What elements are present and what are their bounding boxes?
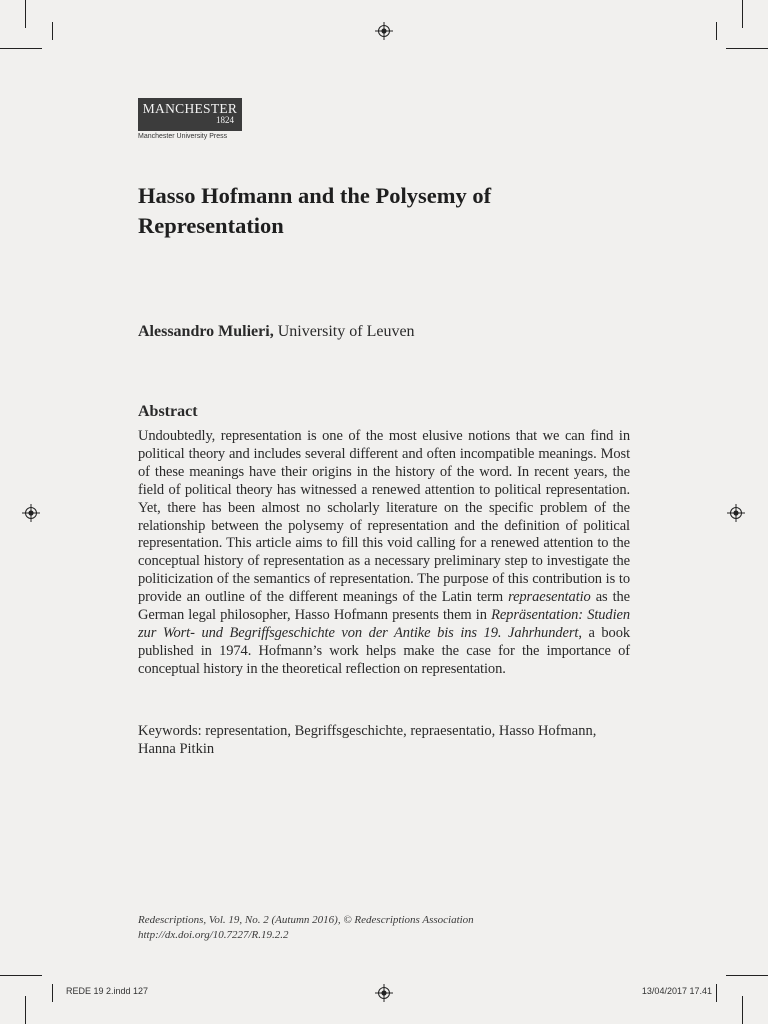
author-line (138, 323, 415, 341)
crop-mark (52, 984, 53, 1002)
abstract-heading: Abstract (138, 403, 198, 420)
publisher-name: Manchester University Press (138, 133, 228, 140)
crop-mark (52, 22, 53, 40)
abstract-text: as the German legal philosopher, Hasso Hofmann presents them in (138, 589, 631, 624)
citation-text: Redescriptions, Vol. 19, No. 2 (Autumn 2016), © Redescriptions Association (138, 914, 474, 926)
logo-name: MANCHESTER (142, 101, 238, 116)
crop-mark (0, 975, 42, 976)
citation-footer (138, 913, 598, 943)
crop-mark (25, 0, 26, 28)
crop-mark (742, 0, 743, 28)
crop-mark (716, 22, 717, 40)
abstract-text: Undoubtedly, representation is one of the most elusive notions that we can find in political theory and includes several different and often incompatible meanings. Most of these meanings have their origins in the history of the word. In recent years, the field of political theory has witnessed a renewed attention to political representation. Yet, there has been almost no scholarly literature on the specific problem of the relationship between the polysemy of representation and the definition of political representation. This article aims to fill this void calling for a renewed attention to the conceptual history of representation as a necessary preliminary step to investigate the politicization of the semantics of representation. The purpose of this contribution is to provide an outline of the different meanings of the Latin term (138, 428, 630, 606)
crop-mark (25, 996, 26, 1024)
crop-mark (0, 48, 42, 49)
keywords: Keywords: representation, Begriffsgeschichte, repraesentatio, Hasso Hofmann, Hanna Pitkin (138, 723, 597, 757)
crop-mark (726, 48, 768, 49)
publisher-logo (138, 98, 242, 130)
crop-mark (726, 975, 768, 976)
slug-filename: REDE 19 2.indd 127 (66, 986, 149, 996)
abstract-text: , a book published in 1974. Hofmann’s work helps make the case for the importance of conceptual history in the theoretical reflection on representation. (138, 624, 630, 677)
crop-mark (716, 984, 717, 1002)
crop-mark (742, 996, 743, 1024)
logo-year: 1824 (216, 115, 234, 125)
abstract-term: repraesentatio (508, 589, 591, 606)
registration-mark-icon (22, 504, 40, 522)
registration-mark-icon (375, 984, 393, 1002)
abstract-body (138, 428, 630, 679)
registration-mark-icon (727, 504, 745, 522)
logo-divider (138, 130, 242, 131)
article-title: Hasso Hofmann and the Polysemy of Representation (138, 183, 492, 238)
author-name: Alessandro Mulieri, (138, 323, 274, 340)
abstract-book-title: Repräsentation: Studien zur Wort- und Begriffsgeschichte von der Antike bis ins 19. Jahrhundert (138, 607, 630, 641)
author-affiliation: University of Leuven (273, 323, 415, 340)
registration-mark-icon (375, 22, 393, 40)
slug-datetime: 13/04/2017 17.41 (641, 986, 712, 996)
doi-link[interactable]: http://dx.doi.org/10.7227/R.19.2.2 (138, 929, 289, 941)
